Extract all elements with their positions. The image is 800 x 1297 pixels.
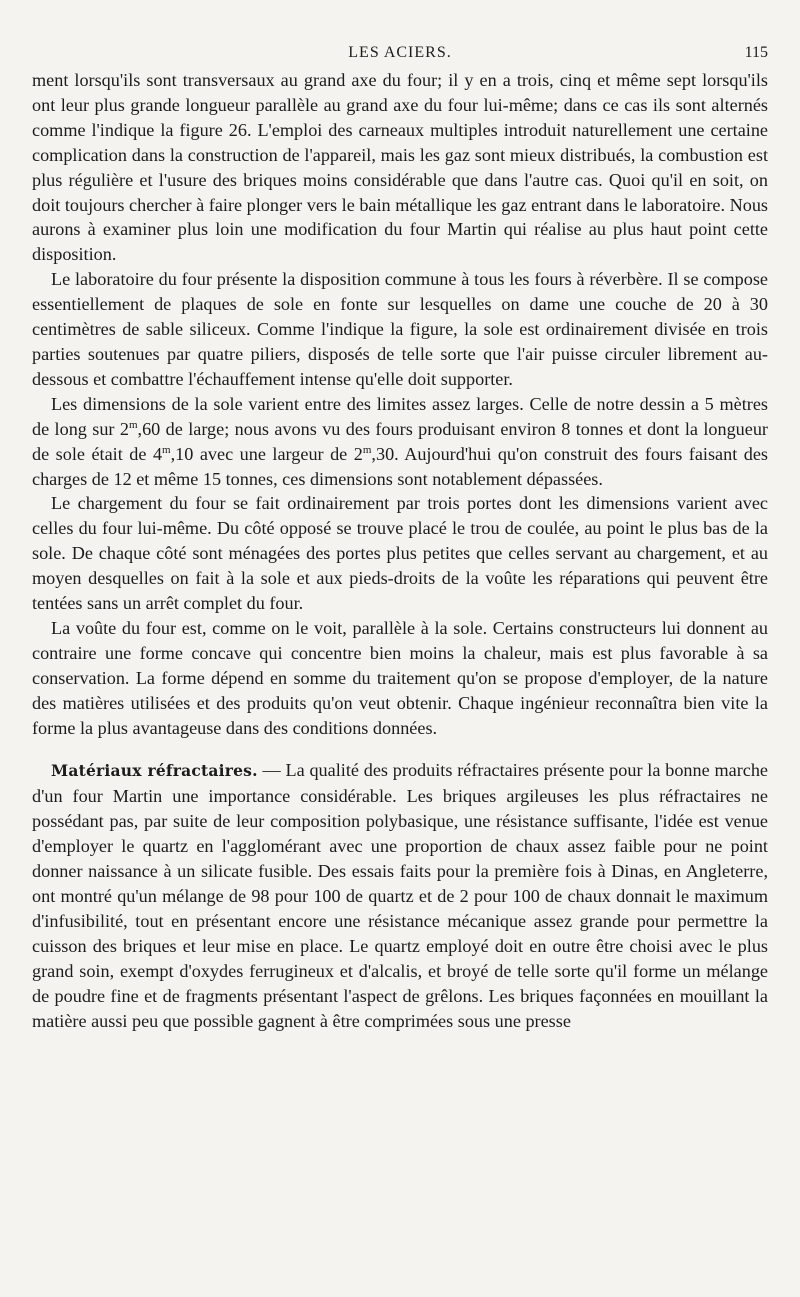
paragraph-furnace-flues: ment lorsqu'ils sont transversaux au grand axe du four; il y en a trois, cinq et même sept lorsqu'ils ont leur plus grande longueur parallèle au grand axe du four lui-même; dans ce cas ils sont alternés comme l'indique la figure 26. L'emploi des carneaux multiples introduit naturellement une certaine complication dans la construction de l'appareil, mais les gaz sont mieux distribués, la combustion est plus régulière et l'usure des briques moins considérable que dans l'autre cas. Quoi qu'il en soit, on doit toujours chercher à faire plonger vers le bain métallique les gaz entrant dans le laboratoire. Nous aurons à examiner plus loin une modification du four Martin qui réalise au plus haut point cette disposition. xyxy=(32,70,768,265)
dimensions-text-2: ,60 de large; nous avons vu des fours produisant environ 8 tonnes et dont la longueur de sole était de 4 xyxy=(32,418,768,464)
unit-superscript: m xyxy=(162,443,171,456)
section-refractory-materials xyxy=(32,758,768,1033)
section-heading: Matériaux réfractaires. xyxy=(51,761,258,781)
section-body: La qualité des produits réfractaires présente pour la bonne marche d'un four Martin une importance considérable. Les briques argileuses les plus réfractaires ne possédant pas, par suite de leur composition polybasique, une résistance suffisante, l'idée est venue d'employer le quartz en l'agglomérant avec une proportion de chaux assez faible pour ne point donner naissance à un silicate fusible. Des essais faits pour la première fois à Dinas, en Angleterre, ont montré qu'un mélange de 98 pour 100 de quartz et de 2 pour 100 de chaux donnait le maximum d'infusibilité, tout en présentant encore une résistance mécanique assez grande pour permettre la cuisson des briques et leur mise en place. Le quartz employé doit en outre être choisi avec le plus grand soin, exempt d'oxydes ferrugineux et d'alcalis, et broyé de telle sorte qu'il forme un mélange de poudre fine et de fragments présentant l'aspect de grêlons. Les briques façonnées en mouillant la matière aussi peu que possible gagnent à être comprimées sous une presse xyxy=(32,760,768,1031)
dimensions-text-1: Les dimensions de la sole varient entre des limites assez larges. Celle de notre dessin a 5 mètres de long sur 2 xyxy=(32,393,768,439)
running-title: LES ACIERS. xyxy=(348,44,452,61)
body-text xyxy=(32,68,768,1033)
unit-superscript: m xyxy=(128,418,138,431)
dimensions-text-4: ,30. Aujourd'hui qu'on construit des fours faisant des charges de 12 et même 15 tonnes, ces dimensions sont notablement dépassées. xyxy=(32,443,768,489)
paragraph-vault: La voûte du four est, comme on le voit, parallèle à la sole. Certains constructeurs lui donnent au contraire une forme concave qui concentre bien moins la chaleur, mais est plus favorable à sa conservation. La forme dépend en somme du traitement qu'on se propose d'employer, de la nature des matières utilisées et des produits qu'on veut obtenir. Chaque ingénieur reconnaîtra bien vite la forme la plus avantageuse dans des conditions données. xyxy=(32,617,768,738)
paragraph-dimensions xyxy=(32,392,768,492)
dimensions-text-3: ,10 avec une largeur de 2 xyxy=(170,443,363,464)
paragraph-charging: Le chargement du four se fait ordinairement par trois portes dont les dimensions varient avec celles du four lui-même. Du côté opposé se trouve placé le trou de coulée, au point le plus bas de la sole. De chaque côté sont ménagées des portes plus petites que celles servant au chargement, et au moyen desquelles on fait à la sole et aux pieds-droits de la voûte les réparations qui peuvent être tentées sans un arrêt complet du four. xyxy=(32,493,768,614)
unit-superscript: m xyxy=(362,443,372,456)
section-dash: — xyxy=(257,760,286,781)
paragraph-laboratory: Le laboratoire du four présente la disposition commune à tous les fours à réverbère. Il se compose essentiellement de plaques de sole en fonte sur lesquelles on dame une couche de 20 à 30 centimètres de sable siliceux. Comme l'indique la figure, la sole est ordinairement divisée en trois parties soutenues par quatre piliers, disposés de telle sorte que l'air puisse circuler librement au-dessous et combattre l'échauffement intense qu'elle doit supporter. xyxy=(32,269,768,389)
page-number: 115 xyxy=(744,44,768,61)
